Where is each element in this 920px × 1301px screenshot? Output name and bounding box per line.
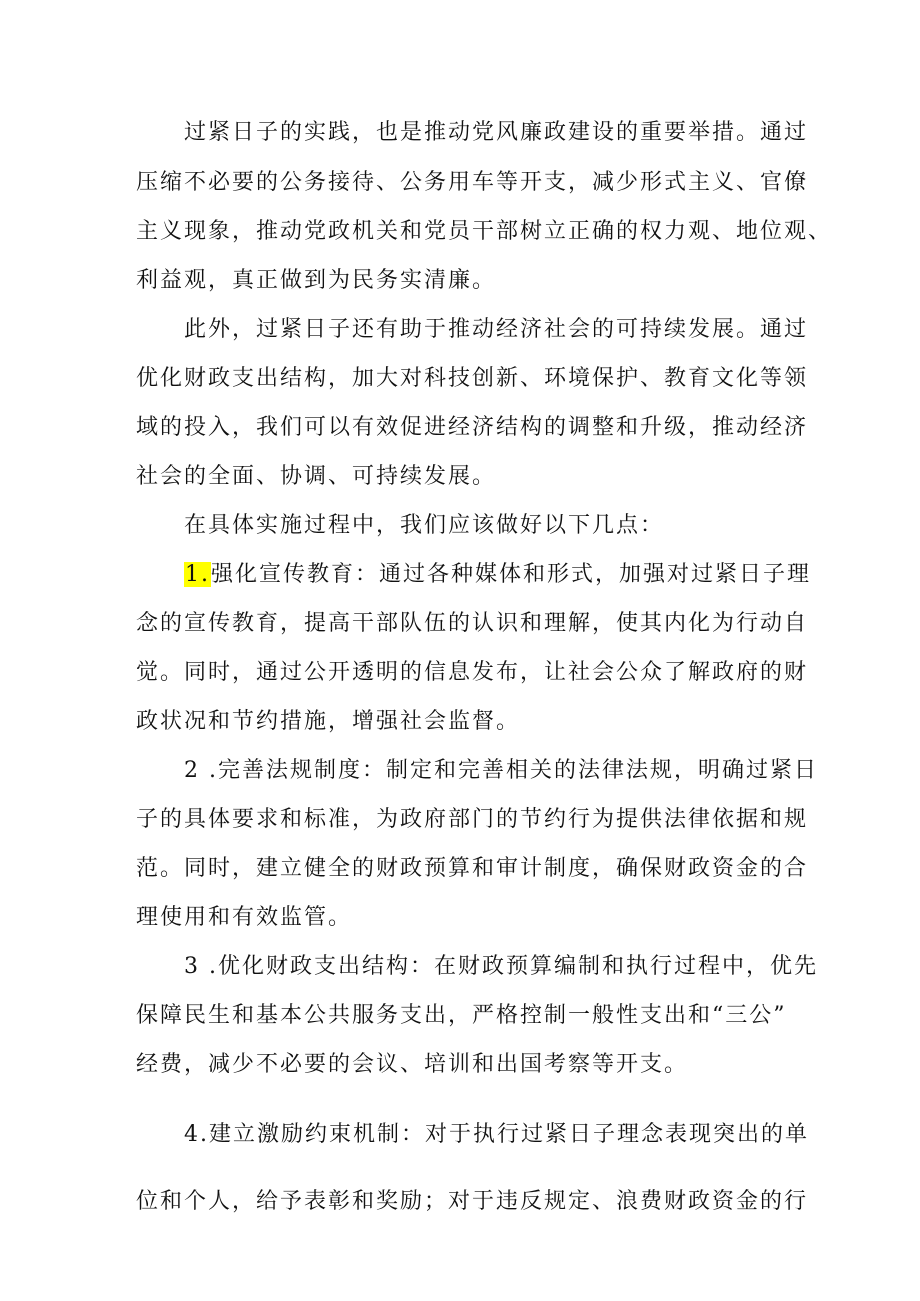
item4-line-2: 位和个人，给予表彰和奖励；对于违反规定、浪费财政资金的行 (136, 1189, 809, 1214)
item2-line-3: 范。同时，建立健全的财政预算和审计制度，确保财政资金的合 (136, 856, 809, 881)
item2-line-4: 理使用和有效监管。 (136, 905, 353, 930)
item4-line-1: 4.建立激励约束机制：对于执行过紧日子理念表现突出的单 (184, 1122, 809, 1147)
item3-line-2: 保障民生和基本公共服务支出，严格控制一般性支出和“三公” (136, 1003, 787, 1028)
item1-line-4: 政状况和节约措施，增强社会监督。 (136, 709, 521, 734)
item1-line-3: 觉。同时，通过公开透明的信息发布，让社会公众了解政府的财 (136, 660, 809, 685)
item3-line-1: 3 .优化财政支出结构：在财政预算编制和执行过程中，优先 (184, 954, 818, 979)
item3-line-3: 经费，减少不必要的会议、培训和出国考察等开支。 (136, 1052, 689, 1077)
p1-line-3: 主义现象，推动党政机关和党员干部树立正确的权力观、地位观、 (136, 219, 833, 244)
item1-text: 强化宣传教育：通过各种媒体和形式，加强对过紧日子理 (211, 562, 812, 587)
p1-line-1: 过紧日子的实践，也是推动党风廉政建设的重要举措。通过 (184, 120, 809, 145)
p2-line-3: 域的投入，我们可以有效促进经济结构的调整和升级，推动经济 (136, 415, 809, 440)
p3-line-1: 在具体实施过程中，我们应该做好以下几点： (184, 513, 665, 538)
item1-number-highlight: 1. (185, 562, 210, 587)
p1-line-4: 利益观，真正做到为民务实清廉。 (136, 268, 497, 293)
p2-line-2: 优化财政支出结构，加大对科技创新、环境保护、教育文化等领 (136, 366, 809, 391)
item2-line-1: 2 .完善法规制度：制定和完善相关的法律法规，明确过紧日 (184, 758, 818, 783)
item2-line-2: 子的具体要求和标准，为政府部门的节约行为提供法律依据和规 (136, 807, 809, 832)
item1-line-2: 念的宣传教育，提高干部队伍的认识和理解，使其内化为行动自 (136, 611, 809, 636)
p2-line-1: 此外，过紧日子还有助于推动经济社会的可持续发展。通过 (184, 317, 809, 342)
p1-line-2: 压缩不必要的公务接待、公务用车等开支，减少形式主义、官僚 (136, 170, 809, 195)
p2-line-4: 社会的全面、协调、可持续发展。 (136, 464, 497, 489)
item1-line-1 (184, 560, 811, 590)
